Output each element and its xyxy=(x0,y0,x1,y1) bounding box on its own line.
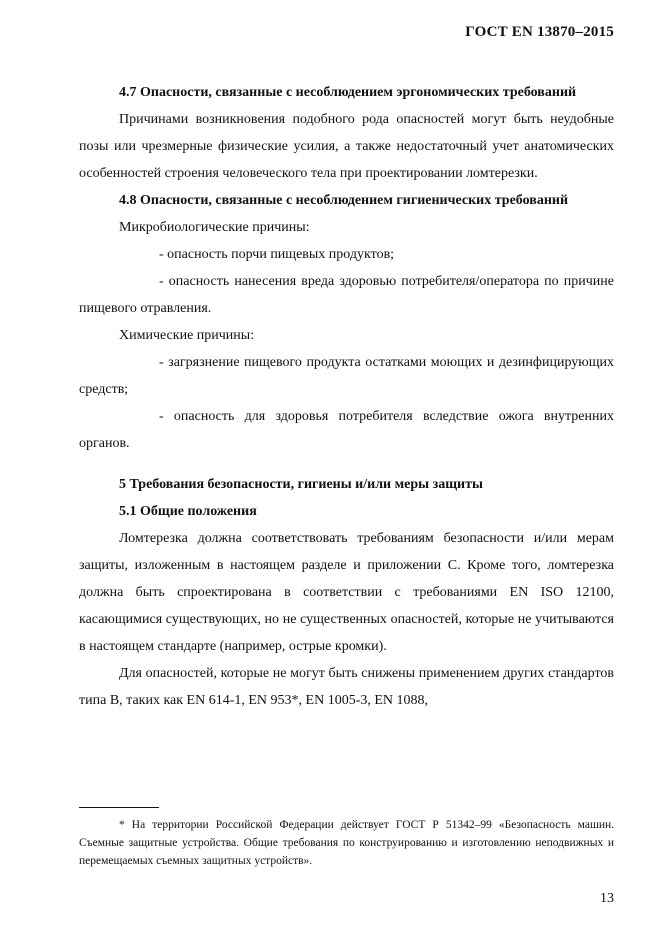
list-item: - опасность порчи пищевых продуктов; xyxy=(159,247,395,262)
section-5-1-para-1: Ломтерезка должна соответствовать требованиям безопасности и/или мерам защиты, изложенным в настоящем разделе и приложении С. Кроме того, ломтерезка должна быть спроектирована в соответствии с требованиями EN ISO 12100, касающимися существующих, но не существенных опасностей, которые не учитываются в настоящем стандарте (например, острые кромки). xyxy=(79,531,614,654)
footnote-divider xyxy=(79,807,159,808)
section-4-7-text: Причинами возникновения подобного рода опасностей могут быть неудобные позы или чрезмерные физические усилия, а также недостаточный учет анатомических особенностей строения человеческого тела при проектировании ломтерезки. xyxy=(79,112,614,181)
section-4-8-title: 4.8 Опасности, связанные с несоблюдением гигиенических требований xyxy=(119,193,569,208)
document-body xyxy=(79,79,614,714)
footnote: * На территории Российской Федерации действует ГОСТ Р 51342–99 «Безопасность машин. Съемные защитные устройства. Общие требования по конструированию и изготовлению неподвижных и перемещаемых съемных защитных устройств». xyxy=(79,819,614,867)
section-5-1-title: 5.1 Общие положения xyxy=(119,504,257,519)
list-item: - опасность для здоровья потребителя вследствие ожога внутренних органов. xyxy=(79,409,614,451)
section-5-1-para-2: Для опасностей, которые не могут быть снижены применением других стандартов типа В, таких как EN 614-1, EN 953*, EN 1005-3, EN 1088, xyxy=(79,666,614,708)
microbiological-intro: Микробиологические причины: xyxy=(119,220,310,235)
page-number: 13 xyxy=(600,891,614,906)
chemical-intro: Химические причины: xyxy=(119,328,255,343)
section-4-7-title: 4.7 Опасности, связанные с несоблюдением эргономических требований xyxy=(119,85,577,100)
page-header: ГОСТ EN 13870–2015 xyxy=(465,24,614,40)
list-item: - загрязнение пищевого продукта остатками моющих и дезинфицирующих средств; xyxy=(79,355,614,397)
list-item: - опасность нанесения вреда здоровью потребителя/оператора по причине пищевого отравления. xyxy=(79,274,614,316)
section-5-title: 5 Требования безопасности, гигиены и/или меры защиты xyxy=(119,477,483,492)
